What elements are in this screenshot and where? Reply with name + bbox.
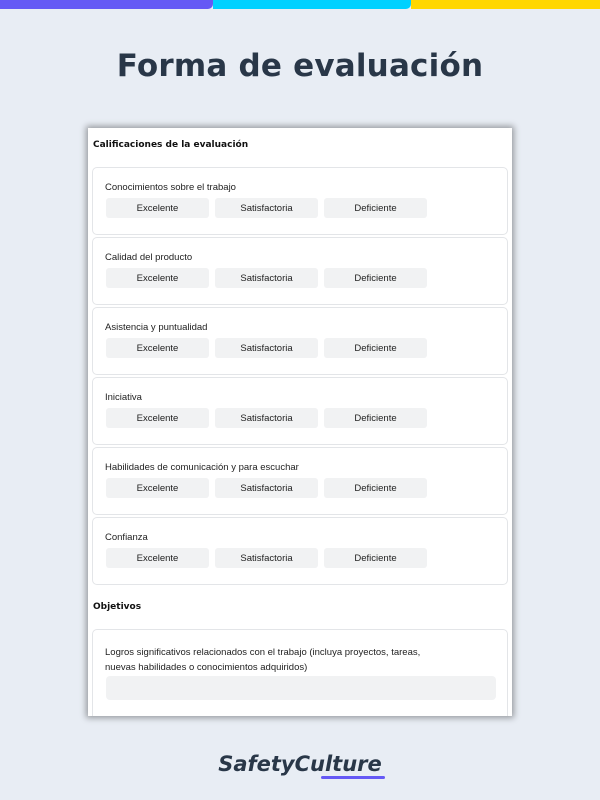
top-bar-purple-segment [0,0,213,9]
option-excelente-button[interactable]: Excelente [106,548,209,568]
option-deficiente-button[interactable]: Deficiente [324,198,427,218]
option-excelente-button[interactable]: Excelente [106,268,209,288]
rating-label: Habilidades de comunicación y para escuchar [105,462,299,473]
option-deficiente-button[interactable]: Deficiente [324,268,427,288]
achievements-field-label: Logros significativos relacionados con el trabajo (incluya proyectos, tareas, nuevas habilidades o conocimientos adquiridos) [105,647,421,673]
rating-options [106,268,427,288]
evaluation-form-panel [88,128,512,716]
rating-label: Calidad del producto [105,252,193,263]
brand-logo-text [218,752,382,776]
rating-card [92,517,508,585]
rating-label: Confianza [105,532,148,543]
option-deficiente-button[interactable]: Deficiente [324,338,427,358]
rating-options [106,548,427,568]
option-satisfactoria-button[interactable]: Satisfactoria [215,268,318,288]
option-satisfactoria-button[interactable]: Satisfactoria [215,478,318,498]
option-deficiente-button[interactable]: Deficiente [324,408,427,428]
option-excelente-button[interactable]: Excelente [106,338,209,358]
rating-card [92,237,508,305]
option-excelente-button[interactable]: Excelente [106,478,209,498]
option-deficiente-button[interactable]: Deficiente [324,548,427,568]
option-satisfactoria-button[interactable]: Satisfactoria [215,548,318,568]
brand-underline-swoosh [321,776,385,779]
rating-card [92,307,508,375]
objectives-section-heading: Objetivos [93,602,142,612]
brand-logo [0,752,600,776]
option-satisfactoria-button[interactable]: Satisfactoria [215,408,318,428]
rating-options [106,198,427,218]
option-satisfactoria-button[interactable]: Satisfactoria [215,198,318,218]
rating-label: Conocimientos sobre el trabajo [105,182,236,193]
page-title: Forma de evaluación [116,48,484,84]
rating-card [92,167,508,235]
achievements-text-input[interactable] [106,676,496,700]
option-satisfactoria-button[interactable]: Satisfactoria [215,338,318,358]
option-excelente-button[interactable]: Excelente [106,198,209,218]
rating-options [106,408,427,428]
rating-label: Iniciativa [105,392,142,403]
brand-name: SafetyCulture [218,752,382,776]
top-bar-cyan-segment [213,0,411,9]
ratings-section-heading: Calificaciones de la evaluación [93,140,249,150]
rating-label: Asistencia y puntualidad [105,322,208,333]
rating-options [106,338,427,358]
rating-options [106,478,427,498]
top-bar-yellow-segment [411,0,600,9]
option-deficiente-button[interactable]: Deficiente [324,478,427,498]
rating-card [92,377,508,445]
rating-card [92,447,508,515]
top-color-bar [0,0,600,9]
objectives-card [92,629,508,716]
option-excelente-button[interactable]: Excelente [106,408,209,428]
